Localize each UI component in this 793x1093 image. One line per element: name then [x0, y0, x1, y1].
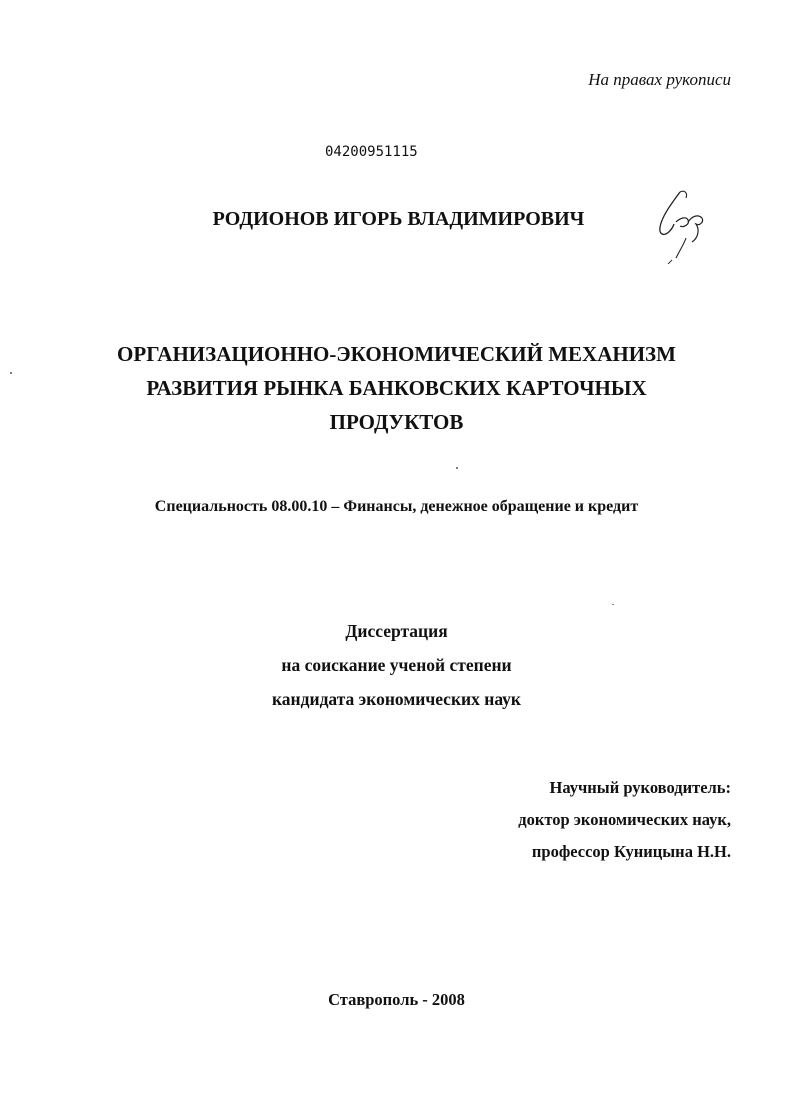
scan-speck: [612, 604, 614, 605]
author-name-text: РОДИОНОВ ИГОРЬ ВЛАДИМИРОВИЧ: [212, 208, 585, 230]
scan-speck: [456, 467, 458, 469]
supervisor-line: доктор экономических наук,: [518, 810, 731, 829]
degree-line: на соискание ученой степени: [281, 655, 512, 675]
dissertation-title: [0, 337, 793, 439]
specialty-line: Специальность 08.00.10 – Финансы, денежное обращение и кредит: [154, 498, 639, 515]
degree-block: [0, 614, 793, 716]
handwritten-signature: [650, 186, 714, 264]
scan-speck: [10, 372, 12, 374]
title-line: ОРГАНИЗАЦИОННО-ЭКОНОМИЧЕСКИЙ МЕХАНИЗМ: [117, 342, 676, 366]
supervisor-line: Научный руководитель:: [549, 778, 731, 797]
supervisor-block: [518, 772, 731, 868]
manuscript-rights-note: На правах рукописи: [588, 70, 731, 89]
degree-line: кандидата экономических наук: [271, 689, 522, 709]
city-year: Ставрополь - 2008: [328, 990, 465, 1009]
document-number: 04200951115: [325, 144, 418, 160]
supervisor-line: профессор Куницына Н.Н.: [531, 842, 731, 861]
title-line: РАЗВИТИЯ РЫНКА БАНКОВСКИХ КАРТОЧНЫХ: [146, 376, 647, 400]
title-line: ПРОДУКТОВ: [329, 410, 464, 434]
degree-line: Диссертация: [345, 621, 448, 641]
